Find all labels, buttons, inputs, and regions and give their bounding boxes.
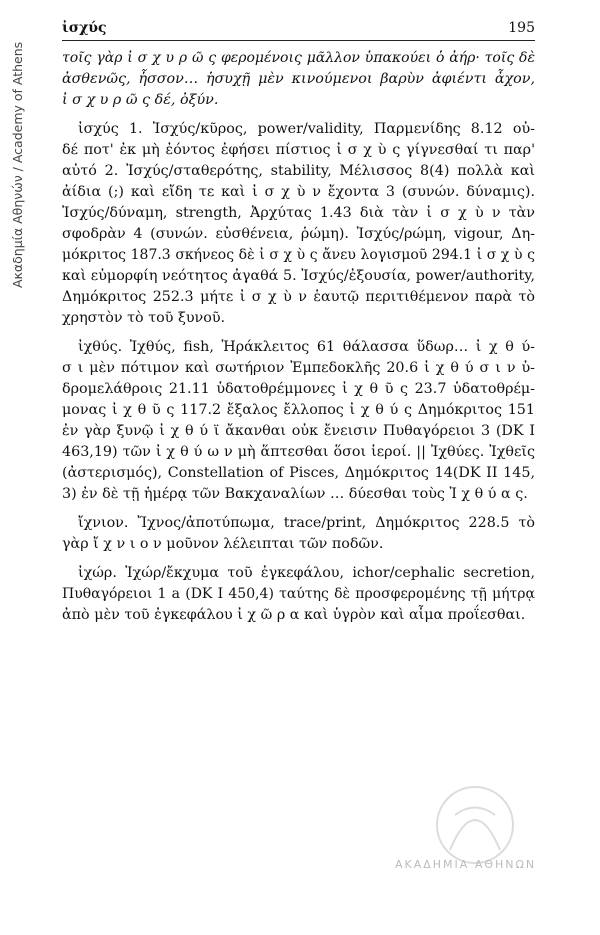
text-line: ἴχνιον. Ἴχνος/ἀποτύπωμα, trace/print, Δημόκριτος 228.5 τὸ xyxy=(78,515,535,531)
text-line: ἰ σ χ υ ρ ῶ ς δέ, ὀξύν. xyxy=(62,92,219,108)
text-line: μόκριτος 187.3 σκήνεος δὲ ἰ σ χ ὺ ς ἄνευ λογισμοῦ 294.1 ἰ σ χ ὺ ς xyxy=(62,247,535,263)
text-line: αὐτό 2. Ἰσχύς/σταθερότης, stability, Μέλισσος 8(4) πολλὰ καὶ xyxy=(62,163,535,179)
entry-ichor xyxy=(62,563,535,626)
text-line: ἰχώρ. Ἰχώρ/ἔκχυμα τοῦ ἐγκεφάλου, ichor/cephalic secretion, xyxy=(78,565,535,581)
entry-ichnion xyxy=(62,513,535,555)
text-line: δρομελάθροις 21.11 ὑδατοθρέμμονες ἰ χ θ ῦ ς 23.7 ὑδατοθρέμ- xyxy=(62,381,535,397)
text-line: δέ ποτ' ἐκ μὴ ἐόντος ἐφήσει πίστιος ἰ σ χ ὺ ς γίγνεσθαί τι παρ' xyxy=(62,142,535,158)
watermark-text: ΑΚΑΔΗΜΙΑ ΑΘΗΝΩΝ xyxy=(395,858,537,871)
academy-logo-watermark xyxy=(355,770,595,920)
page-header xyxy=(62,18,535,41)
text-line: Ἰσχύς/δύναμη, strength, Ἀρχύτας 1.43 διὰ τὰν ἰ σ χ ὺ ν τὰν xyxy=(62,205,535,221)
entry-text xyxy=(62,48,535,634)
text-line: γὰρ ἴ χ ν ι ο ν μοῦνον λέλειπται τῶν ποδῶν. xyxy=(62,536,384,552)
running-headword: ἰσχύς xyxy=(62,20,107,36)
text-line: τοῖς γὰρ ἰ σ χ υ ρ ῶ ς φερομένοις μᾶλλον ὑπακούει ὁ ἀήρ· τοῖς δὲ xyxy=(62,50,535,66)
text-line: ἰχθύς. Ἰχθύς, fish, Ἡράκλειτος 61 θάλασσα ὕδωρ… ἰ χ θ ύ- xyxy=(78,339,535,355)
text-line: μονας ἰ χ θ ῦ ς 117.2 ἔξαλος ἔλλοπος ἰ χ θ ύ ς Δημόκριτος 151 xyxy=(62,402,535,418)
text-line: ἀσθενῶς, ἧσσον… ἡσυχῇ μὲν κινούμενοι βαρὺν ἀφιέντι ἆχον, xyxy=(62,71,535,87)
text-line: σ ι μὲν πότιμον καὶ σωτήριον Ἐμπεδοκλῆς 20.6 ἰ χ θ ύ σ ι ν ὑ- xyxy=(62,360,535,376)
text-line: καὶ εὐμορφίη νεότητος ἀγαθά 5. Ἰσχύς/ἐξουσία, power/authority, xyxy=(62,268,535,284)
text-line: ἐν γὰρ ξυνῷ ἰ χ θ ύ ϊ ἄκανθαι οὐκ ἔνεισιν Πυθαγόρειοι 3 (DK I xyxy=(62,423,535,439)
text-line: ἀπὸ μὲν τοῦ ἐγκεφάλου ἰ χ ῶ ρ α καὶ ὑγρὸν καὶ αἷμα προΐεσθαι. xyxy=(62,607,526,623)
text-line: 3) ἐν δὲ τῇ ἡμέρᾳ τῶν Βακχαναλίων … δύεσθαι τοὺς Ἰ χ θ ύ α ς. xyxy=(62,486,528,502)
text-line: 463,19) τῶν ἰ χ θ ύ ω ν μὴ ἅπτεσθαι ὅσοι ἱεροί. || Ἰχθύες. Ἰχθεῖς xyxy=(62,444,535,460)
side-watermark-text: Ακαδημία Αθηνών / Academy of Athens xyxy=(10,41,25,289)
text-line: ἀίδια (;) καὶ εἴδη τε καὶ ἰ σ χ ὺ ν ἔχοντα 3 (συνών. δύναμις). xyxy=(62,184,535,200)
text-line: χρηστὸν τὸ τοῦ ξυνοῦ. xyxy=(62,310,226,326)
text-line: (ἀστερισμός), Constellation of Pisces, Δημόκριτος 14(DK II 145, xyxy=(62,465,535,481)
entry-ischys xyxy=(62,119,535,329)
text-line: Πυθαγόρειοι 1 a (DK I 450,4) ταύτης δὲ προσφερομένης τῇ μήτρᾳ xyxy=(62,586,535,602)
entry-ichthys xyxy=(62,337,535,505)
text-line: σφοδρὰν 4 (συνών. εὐσθένεια, ῥώμη). Ἰσχύς/ρώμη, vigour, Δη- xyxy=(62,226,535,242)
text-line: ἰσχύς 1. Ἰσχύς/κῦρος, power/validity, Παρμενίδης 8.12 οὐ- xyxy=(78,121,535,137)
entry-continuation xyxy=(62,48,535,111)
page-number: 195 xyxy=(508,20,535,36)
text-line: Δημόκριτος 252.3 μήτε ἰ σ χ ὺ ν ἑαυτῷ περιτιθέμενον παρὰ τὸ xyxy=(62,289,535,305)
